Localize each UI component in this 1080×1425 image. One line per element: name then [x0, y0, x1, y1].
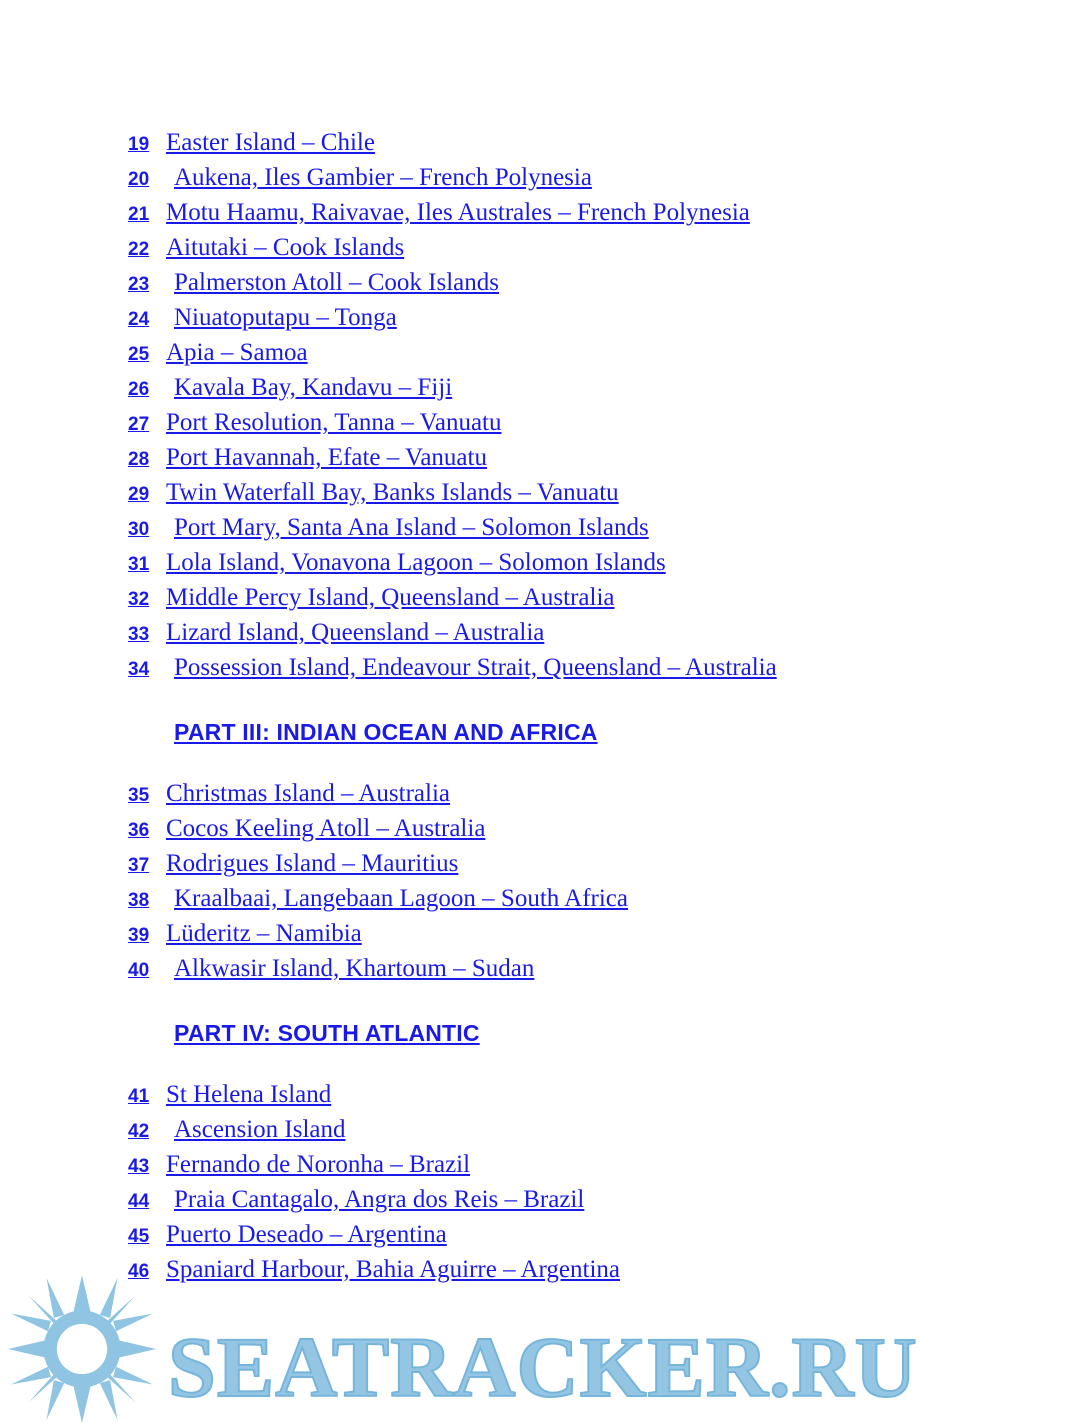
toc-entry-title[interactable]: Kavala Bay, Kandavu – Fiji — [174, 374, 453, 401]
toc-entry[interactable] — [128, 370, 988, 405]
toc-entry[interactable] — [128, 951, 988, 986]
spacer — [128, 685, 988, 713]
toc-entry[interactable] — [128, 265, 988, 300]
toc-entry[interactable] — [128, 615, 988, 650]
toc-entry-title[interactable]: Alkwasir Island, Khartoum – Sudan — [174, 955, 535, 982]
toc-entry[interactable] — [128, 160, 988, 195]
toc-entry[interactable] — [128, 650, 988, 685]
toc-entry-title[interactable]: Puerto Deseado – Argentina — [166, 1221, 447, 1248]
toc-entry-number[interactable]: 35 — [128, 785, 150, 806]
toc-entry-number[interactable]: 27 — [128, 414, 150, 435]
toc-entry-number[interactable]: 31 — [128, 554, 150, 575]
toc-entry-title[interactable]: Apia – Samoa — [166, 339, 308, 366]
toc-entry-title[interactable]: Palmerston Atoll – Cook Islands — [174, 269, 499, 296]
toc-entry[interactable] — [128, 545, 988, 580]
toc-entry[interactable] — [128, 1147, 988, 1182]
toc-entry[interactable] — [128, 230, 988, 265]
part-heading-row — [128, 713, 988, 751]
toc-entry[interactable] — [128, 125, 988, 160]
toc-entry-number[interactable]: 25 — [128, 344, 150, 365]
toc-entry-title[interactable]: Possession Island, Endeavour Strait, Queensland – Australia — [174, 654, 777, 681]
toc-entry[interactable] — [128, 440, 988, 475]
toc-section-south-atlantic — [128, 1077, 988, 1287]
toc-entry-number[interactable]: 32 — [128, 589, 150, 610]
toc-entry-title[interactable]: Ascension Island — [174, 1116, 346, 1143]
toc-entry[interactable] — [128, 510, 988, 545]
toc-entry-number[interactable]: 36 — [128, 820, 150, 841]
spacer — [128, 751, 988, 776]
toc-entry-title[interactable]: Spaniard Harbour, Bahia Aguirre – Argentina — [166, 1256, 620, 1283]
toc-entry[interactable] — [128, 335, 988, 370]
watermark-text: SEATRACKER.RU — [168, 1319, 918, 1415]
toc-entry-title[interactable]: Lüderitz – Namibia — [166, 920, 362, 947]
toc-entry[interactable] — [128, 300, 988, 335]
toc-entry-title[interactable]: Lola Island, Vonavona Lagoon – Solomon Islands — [166, 549, 666, 576]
toc-entry-number[interactable]: 40 — [128, 960, 150, 981]
toc-entry-number[interactable]: 46 — [128, 1261, 150, 1282]
toc-entry-number[interactable]: 39 — [128, 925, 150, 946]
toc-section-pacific-continued — [128, 125, 988, 685]
toc-entry-number[interactable]: 22 — [128, 239, 150, 260]
toc-entry-title[interactable]: Niuatoputapu – Tonga — [174, 304, 397, 331]
spacer — [128, 1052, 988, 1077]
toc-entry-title[interactable]: Aukena, Iles Gambier – French Polynesia — [174, 164, 592, 191]
toc-entry[interactable] — [128, 405, 988, 440]
toc-entry-number[interactable]: 21 — [128, 204, 150, 225]
part-iii-heading[interactable]: PART III: INDIAN OCEAN AND AFRICA — [174, 719, 598, 745]
toc-entry-number[interactable]: 43 — [128, 1156, 150, 1177]
toc-section-indian-ocean-africa — [128, 776, 988, 986]
toc-entry[interactable] — [128, 881, 988, 916]
toc-entry-title[interactable]: Christmas Island – Australia — [166, 780, 450, 807]
toc-entry-title[interactable]: Fernando de Noronha – Brazil — [166, 1151, 471, 1178]
table-of-contents — [128, 125, 988, 1287]
toc-entry-number[interactable]: 34 — [128, 659, 150, 680]
toc-entry-number[interactable]: 33 — [128, 624, 150, 645]
toc-entry[interactable] — [128, 846, 988, 881]
toc-entry[interactable] — [128, 475, 988, 510]
toc-entry-number[interactable]: 41 — [128, 1086, 150, 1107]
watermark — [0, 1275, 1080, 1425]
toc-entry-title[interactable]: Easter Island – Chile — [166, 129, 375, 156]
toc-entry[interactable] — [128, 195, 988, 230]
toc-entry-title[interactable]: Lizard Island, Queensland – Australia — [166, 619, 545, 646]
toc-entry-number[interactable]: 45 — [128, 1226, 150, 1247]
toc-entry-title[interactable]: Aitutaki – Cook Islands — [166, 234, 405, 261]
toc-entry-number[interactable]: 20 — [128, 169, 150, 190]
toc-entry-title[interactable]: Middle Percy Island, Queensland – Australia — [166, 584, 615, 611]
toc-entry-title[interactable]: Rodrigues Island – Mauritius — [166, 850, 459, 877]
toc-entry[interactable] — [128, 1077, 988, 1112]
toc-entry-title[interactable]: Port Mary, Santa Ana Island – Solomon Islands — [174, 514, 649, 541]
toc-entry-number[interactable]: 44 — [128, 1191, 150, 1212]
toc-entry-title[interactable]: Praia Cantagalo, Angra dos Reis – Brazil — [174, 1186, 585, 1213]
toc-entry[interactable] — [128, 811, 988, 846]
toc-entry-number[interactable]: 19 — [128, 134, 150, 155]
toc-entry-title[interactable]: Cocos Keeling Atoll – Australia — [166, 815, 486, 842]
toc-entry[interactable] — [128, 1252, 988, 1287]
toc-entry-title[interactable]: Twin Waterfall Bay, Banks Islands – Vanuatu — [166, 479, 619, 506]
toc-entry-title[interactable]: Motu Haamu, Raivavae, Iles Australes – French Polynesia — [166, 199, 750, 226]
toc-entry-number[interactable]: 26 — [128, 379, 150, 400]
toc-entry-number[interactable]: 29 — [128, 484, 150, 505]
toc-entry-number[interactable]: 23 — [128, 274, 150, 295]
sun-burst-icon — [8, 1275, 156, 1423]
toc-entry[interactable] — [128, 776, 988, 811]
toc-entry[interactable] — [128, 1217, 988, 1252]
part-heading-row — [128, 1014, 988, 1052]
toc-entry-number[interactable]: 42 — [128, 1121, 150, 1142]
part-iv-heading[interactable]: PART IV: SOUTH ATLANTIC — [174, 1020, 480, 1046]
toc-entry-number[interactable]: 24 — [128, 309, 150, 330]
toc-entry-number[interactable]: 30 — [128, 519, 150, 540]
toc-entry[interactable] — [128, 1112, 988, 1147]
toc-entry-title[interactable]: St Helena Island — [166, 1081, 332, 1108]
toc-entry-number[interactable]: 37 — [128, 855, 150, 876]
toc-entry-title[interactable]: Port Resolution, Tanna – Vanuatu — [166, 409, 502, 436]
toc-entry-title[interactable]: Kraalbaai, Langebaan Lagoon – South Africa — [174, 885, 628, 912]
toc-entry-number[interactable]: 28 — [128, 449, 150, 470]
toc-entry[interactable] — [128, 916, 988, 951]
toc-entry[interactable] — [128, 580, 988, 615]
toc-entry-number[interactable]: 38 — [128, 890, 150, 911]
toc-entry-title[interactable]: Port Havannah, Efate – Vanuatu — [166, 444, 487, 471]
spacer — [128, 986, 988, 1014]
toc-entry[interactable] — [128, 1182, 988, 1217]
